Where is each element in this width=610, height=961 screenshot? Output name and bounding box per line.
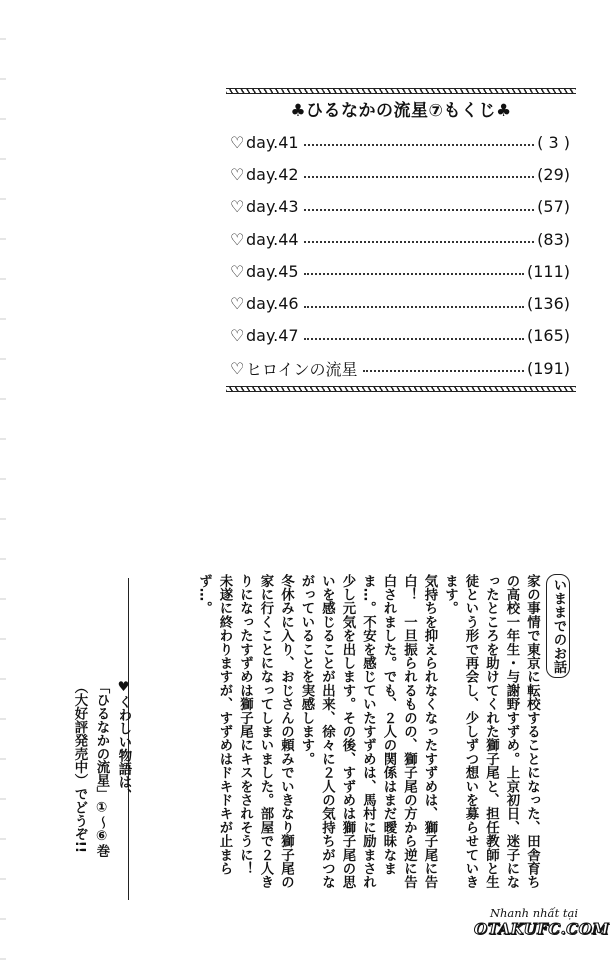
page-edge <box>0 0 6 961</box>
story-summary <box>150 574 570 896</box>
toc-item-label: ヒロインの流星 <box>246 359 358 379</box>
dot-leader <box>304 144 535 146</box>
note-line: （大好評発売中）でどうぞ!! <box>72 680 87 854</box>
heart-icon: ♡ <box>230 164 245 184</box>
toc-item-label: day.47 <box>246 326 299 346</box>
dot-leader <box>304 338 524 340</box>
toc-item <box>230 352 570 384</box>
toc-item-page: (136) <box>526 294 570 314</box>
dot-leader <box>304 176 535 178</box>
summary-paragraph: 家の事情で東京に転校することになった、田舎育ちの高校一年生・与謝野すずめ。上京初日、迷子になったところを助けてくれた獅子尾と、担任教師と生徒という形で再会し、少しずつ想いを募らせていきます。 <box>442 574 540 890</box>
table-of-contents <box>226 88 576 392</box>
toc-item <box>230 287 570 319</box>
heart-icon: ♡ <box>230 229 245 249</box>
toc-item-page: (83) <box>537 229 570 249</box>
note-line: 「ひるなかの流星」①～⑥巻 <box>94 680 109 858</box>
toc-item-page: (29) <box>537 164 570 184</box>
decorative-border-top <box>226 88 576 94</box>
dot-leader <box>304 241 535 243</box>
dot-leader <box>363 370 524 372</box>
toc-item-label: day.46 <box>246 294 299 314</box>
dot-leader <box>304 273 524 275</box>
toc-item-page: (111) <box>526 261 570 281</box>
heart-icon: ♡ <box>230 294 245 314</box>
watermark-logo: OTAKUFC.COM <box>474 920 610 938</box>
toc-item <box>230 191 570 223</box>
toc-title: ♣ひるなかの流星⑦もくじ♣ <box>290 101 512 121</box>
toc-item-label: day.42 <box>246 164 299 184</box>
toc-item-page: (165) <box>526 326 570 346</box>
note-line: ♥くわしい物語は、 <box>116 680 131 803</box>
toc-item <box>230 255 570 287</box>
dot-leader <box>304 209 535 211</box>
watermark <box>474 906 610 938</box>
summary-paragraph: 気持ちを抑えられなくなったすずめは、獅子尾に告白！ 一旦振られるものの、獅子尾の方から逆に告白されました。でも、２人の関係はまだ曖昧なまま…。不安を感じていたすずめは、馬村に励まされ少し元気を出します。その後、すずめは獅子尾の思いを感じることが出来、徐々に２人の気持ちがつながっていることを実感します。 <box>299 574 437 890</box>
decorative-border-bottom <box>226 386 576 392</box>
heart-icon: ♡ <box>230 358 245 378</box>
dot-leader <box>304 306 524 308</box>
toc-item-page: ( 3 ) <box>537 132 570 152</box>
heart-icon: ♡ <box>230 132 245 152</box>
toc-list <box>230 126 570 384</box>
heart-icon: ♡ <box>230 326 245 346</box>
toc-item-label: day.43 <box>246 197 299 217</box>
heart-icon: ♡ <box>230 197 245 217</box>
toc-item <box>230 320 570 352</box>
series-note <box>34 680 134 902</box>
summary-heading: いままでのお話 <box>546 574 571 678</box>
toc-item-label: day.41 <box>246 132 299 152</box>
toc-item-label: day.44 <box>246 229 299 249</box>
summary-paragraph: 冬休みに入り、おじさんの頼みでいきなり獅子尾の家に行くことになってしまいました。部屋で２人きりになったすずめは獅子尾にキスをされそうに！ 未遂に終わりますが、すずめはドキドキが止まらず…。 <box>196 574 294 890</box>
toc-item-page: (57) <box>537 197 570 217</box>
watermark-line: Nhanh nhất tại <box>489 906 579 920</box>
toc-item <box>230 158 570 190</box>
toc-item-label: day.45 <box>246 261 299 281</box>
toc-item-page: (191) <box>526 358 570 378</box>
heart-icon: ♡ <box>230 261 245 281</box>
toc-item <box>230 223 570 255</box>
toc-item <box>230 126 570 158</box>
